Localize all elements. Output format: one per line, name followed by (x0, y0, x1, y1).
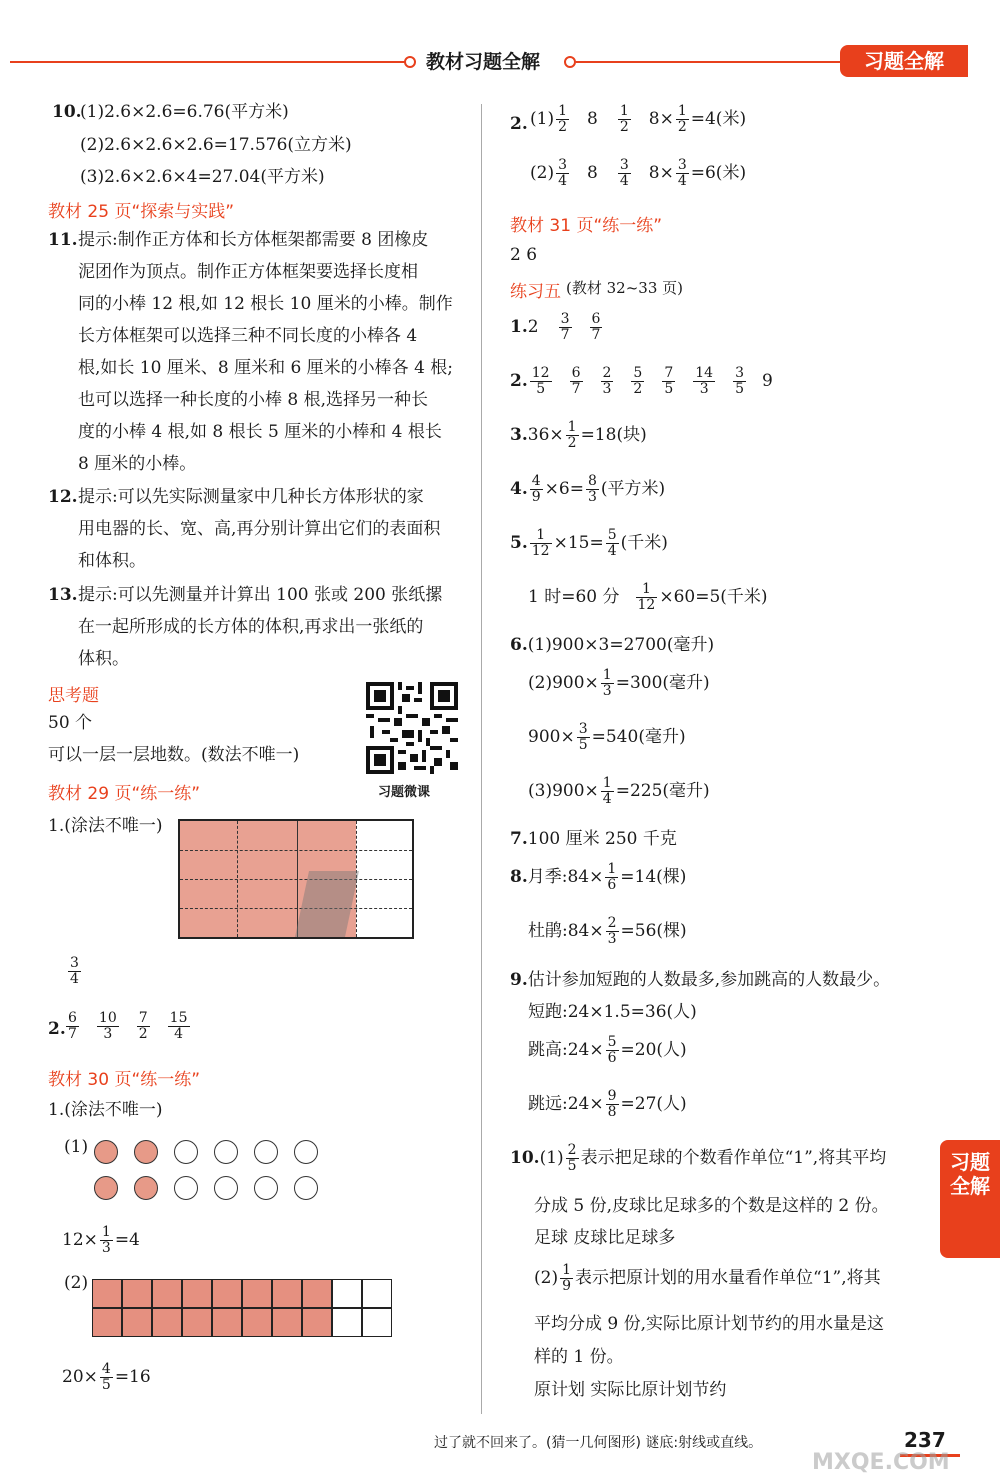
circle (214, 1140, 238, 1164)
expr: 表示把足球的个数看作单位“1”,将其平均 (580, 1148, 887, 1168)
denominator: 4 (174, 1026, 184, 1042)
fraction (601, 776, 614, 807)
grid-cell-shaded (302, 1308, 332, 1337)
numerator: 3 (677, 157, 687, 173)
numerator: 7 (664, 365, 674, 381)
q11-line: 提示:制作正方体和长方体框架都需要 8 团橡皮 (78, 230, 429, 250)
r-q2-number: 2. (510, 114, 528, 134)
qr-label: 习题微课 (378, 785, 431, 800)
ex5-q6-line3 (528, 722, 686, 753)
grid-cell-shaded (212, 1308, 242, 1337)
q13-number: 13. (48, 585, 78, 605)
think-answer-count: 50 个 (48, 713, 93, 733)
question-number: 8. (510, 867, 528, 887)
fraction (606, 528, 619, 559)
fraction (530, 528, 552, 559)
grid-cell-shaded (212, 1279, 242, 1308)
q10-line3: (3)2.6×2.6×4=27.04(平方米) (80, 167, 325, 187)
expr: =56(棵) (620, 921, 687, 941)
q11-number: 11. (48, 230, 78, 250)
grid-hline (180, 850, 412, 851)
question-number: 4. (510, 479, 528, 499)
q12-line: 提示:可以先实际测量家中几种长方体形状的家 (78, 487, 424, 507)
denominator: 7 (560, 327, 570, 343)
grid-cell (332, 1279, 362, 1308)
q13-line: 在一起所形成的长方体的体积,再求出一张纸的 (78, 617, 424, 637)
question-number: 3. (510, 425, 528, 445)
fraction (606, 1035, 619, 1066)
expr: (2)900× (528, 673, 599, 693)
section-heading-exercise5: 练习五 (510, 282, 561, 302)
denominator: 6 (607, 1050, 617, 1066)
circle-shaded (134, 1140, 158, 1164)
ex5-q9-line3 (528, 1035, 687, 1066)
expr: =4(米) (690, 109, 747, 129)
expr: (1)900×3=2700(毫升) (527, 635, 715, 655)
expr: (千米) (620, 533, 668, 553)
fraction (733, 366, 746, 397)
numerator: 14 (695, 365, 714, 381)
question-number: 7. (510, 829, 528, 849)
fraction (662, 366, 675, 397)
expr: ×15= (553, 533, 604, 553)
q12-line: 和体积。 (78, 551, 146, 571)
ex5-q10-line3: 足球 皮球比足球多 (534, 1228, 676, 1248)
q11-line: 长方体框架可以选择三种不同长度的小棒各 4 (78, 326, 418, 346)
grid-cell-shaded (92, 1308, 122, 1337)
q11-line: 8 厘米的小棒。 (78, 454, 197, 474)
fraction (530, 366, 552, 397)
ex5-q10-line1 (510, 1143, 886, 1174)
part-label: (1) (530, 109, 555, 129)
denominator: 12 (531, 543, 550, 559)
ex5-q8-line1 (510, 862, 686, 893)
numerator: 8 (587, 473, 597, 489)
numerator: 1 (677, 103, 687, 119)
denominator: 7 (591, 327, 601, 343)
q10-line1: (1)2.6×2.6=6.76(平方米) (80, 102, 289, 122)
numerator: 3 (578, 721, 588, 737)
grid-cell-shaded (272, 1279, 302, 1308)
section-heading-think: 思考题 (48, 686, 99, 706)
denominator: 3 (602, 683, 612, 699)
expr: 月季:84× (527, 867, 604, 887)
fraction (566, 1143, 579, 1174)
grid-cell-shaded (302, 1279, 332, 1308)
grid-cell-shaded (122, 1308, 152, 1337)
numerator: 6 (571, 365, 581, 381)
header-title: 教材习题全解 (426, 51, 541, 73)
denominator: 5 (735, 381, 745, 397)
numerator: 9 (607, 1088, 617, 1104)
denominator: 9 (531, 489, 541, 505)
part-label: (2) (530, 163, 555, 183)
ex5-q3 (510, 420, 647, 451)
p30-equation1 (62, 1225, 140, 1256)
ex5-q10-line7: 原计划 实际比原计划节约 (534, 1380, 727, 1400)
denominator: 4 (558, 173, 568, 189)
denominator: 8 (607, 1104, 617, 1120)
fraction (556, 104, 569, 135)
qr-code[interactable] (366, 682, 458, 774)
question-number: 5. (510, 533, 528, 553)
grid-hline (180, 908, 412, 909)
q13-line: 提示:可以先测量并计算出 100 张或 200 张纸摞 (78, 585, 443, 605)
q11-line: 泥团作为顶点。制作正方体框架要选择长度相 (78, 262, 418, 282)
numerator: 5 (607, 527, 617, 543)
q11-line: 根,如长 10 厘米、8 厘米和 6 厘米的小棒各 4 根; (78, 358, 454, 378)
side-tab-label: 习题全解 (950, 1150, 990, 1198)
ex5-q5-line2 (528, 582, 768, 613)
denominator: 7 (571, 381, 581, 397)
ex5-q7 (510, 828, 677, 850)
fraction (586, 474, 599, 505)
grid-cell-shaded (152, 1308, 182, 1337)
expr: 跳远:24× (528, 1094, 604, 1114)
numerator: 3 (70, 955, 79, 971)
q11-line: 也可以选择一种长度的小棒 8 根,选择另一种长 (78, 390, 429, 410)
header-dot-left (404, 56, 416, 68)
grid-cell-shaded (242, 1279, 272, 1308)
ex5-q2 (510, 366, 773, 397)
side-tab[interactable] (940, 1140, 1000, 1258)
section-heading-p30: 教材 30 页“练一练” (48, 1070, 201, 1090)
grid-cell-shaded (182, 1308, 212, 1337)
ex5-q6-line4 (528, 776, 710, 807)
expr: 900× (528, 727, 575, 747)
value: 2 (527, 317, 539, 337)
fraction (66, 1011, 79, 1042)
expr: =20(人) (620, 1040, 687, 1060)
circle (294, 1140, 318, 1164)
ex5-q1 (510, 312, 604, 343)
denominator: 4 (677, 173, 687, 189)
qr-code-icon (366, 682, 458, 774)
grid-cell-shaded (272, 1308, 302, 1337)
denominator: 5 (101, 1377, 111, 1393)
grid-cell (362, 1279, 392, 1308)
fraction (590, 312, 603, 343)
expr: (2) (534, 1268, 559, 1288)
grid-cell-shaded (242, 1308, 272, 1337)
expr: 跳高:24× (528, 1040, 604, 1060)
q13-line: 体积。 (78, 649, 129, 669)
grid-hline (180, 879, 412, 880)
expr: 36× (527, 425, 564, 445)
ex5-q10-line2: 分成 5 份,皮球比足球多的个数是这样的 2 份。 (534, 1196, 889, 1216)
numerator: 4 (531, 473, 541, 489)
p29-q1: 1.(涂法不唯一) (48, 816, 163, 836)
expr: (1) (539, 1148, 564, 1168)
question-number: 6. (510, 635, 528, 655)
ex5-q10-line5: 平均分成 9 份,实际比原计划节约的用水量是这 (534, 1314, 885, 1334)
numerator: 3 (558, 157, 568, 173)
denominator: 4 (607, 543, 617, 559)
header-tag (840, 45, 968, 77)
fraction (618, 104, 631, 135)
p29-fraction (66, 956, 83, 987)
grid-cell-shaded (152, 1279, 182, 1308)
column-divider (481, 104, 482, 1414)
expr: =540(毫升) (591, 727, 686, 747)
expr: =14(棵) (620, 867, 687, 887)
grid-cell-shaded (182, 1279, 212, 1308)
question-number: 9. (510, 970, 528, 990)
numerator: 1 (602, 667, 612, 683)
denominator: 5 (536, 381, 546, 397)
q10-number: 10. (52, 102, 82, 122)
grid-cell (332, 1308, 362, 1337)
header-rule-right (576, 61, 846, 63)
denominator: 2 (677, 119, 687, 135)
fraction (560, 1263, 573, 1294)
expr: ×60=5(千米) (659, 587, 768, 607)
expr: 1 时=60 分 (528, 587, 620, 607)
expr: 估计参加短跑的人数最多,参加跳高的人数最少。 (527, 970, 891, 990)
numerator: 6 (591, 311, 601, 327)
circle (254, 1140, 278, 1164)
q10-line2: (2)2.6×2.6×2.6=17.576(立方米) (80, 135, 352, 155)
fraction (100, 1225, 113, 1256)
grid-cell-shaded (92, 1279, 122, 1308)
numerator: 6 (68, 1010, 77, 1026)
ex5-q8-line2 (528, 916, 687, 947)
expr: =6(米) (690, 163, 747, 183)
expr: 8× (648, 109, 674, 129)
section-heading-p29: 教材 29 页“练一练” (48, 784, 201, 804)
numerator: 7 (138, 1010, 148, 1026)
numerator: 5 (607, 1034, 617, 1050)
fraction (577, 722, 590, 753)
denominator: 5 (578, 737, 588, 753)
header-rule-left (10, 61, 410, 63)
denominator: 3 (101, 1240, 111, 1256)
p30-q1: 1.(涂法不唯一) (48, 1100, 163, 1120)
circle (174, 1140, 198, 1164)
value: 8 (587, 163, 598, 183)
expr: 12× (62, 1230, 98, 1250)
numerator: 3 (619, 157, 629, 173)
denominator: 2 (558, 119, 568, 135)
denominator: 3 (587, 489, 597, 505)
expr: ×6= (544, 479, 584, 499)
expr: =16 (114, 1367, 151, 1387)
fraction (631, 366, 644, 397)
expr: 20× (62, 1367, 98, 1387)
q12-line: 用电器的长、宽、高,再分别计算出它们的表面积 (78, 519, 441, 539)
p29-q2-number: 2. (48, 1019, 66, 1039)
denominator: 3 (602, 381, 612, 397)
fraction (618, 158, 631, 189)
question-number: 1. (510, 317, 528, 337)
denominator: 2 (619, 119, 629, 135)
numerator: 5 (633, 365, 643, 381)
ex5-q6-line1 (510, 634, 714, 656)
r-q2-row2 (530, 158, 746, 189)
expr: 100 厘米 250 千克 (527, 829, 677, 849)
numerator: 15 (169, 1010, 188, 1026)
denominator: 2 (633, 381, 643, 397)
ex5-q10-line4 (534, 1263, 881, 1294)
circle (294, 1176, 318, 1200)
expr: =27(人) (620, 1094, 687, 1114)
numerator: 12 (531, 365, 550, 381)
numerator: 3 (560, 311, 570, 327)
numerator: 3 (735, 365, 745, 381)
fraction (676, 104, 689, 135)
fraction (137, 1011, 150, 1042)
value: 9 (762, 371, 773, 391)
circle-shaded (94, 1176, 118, 1200)
fraction (97, 1011, 119, 1042)
denominator: 5 (567, 1158, 577, 1174)
denominator: 5 (664, 381, 674, 397)
numerator: 1 (567, 419, 577, 435)
expr: =4 (114, 1230, 140, 1250)
expr: (平方米) (600, 479, 666, 499)
footer-riddle: 过了就不回来了。(猜一几何图形) 谜底:射线或直线。 (434, 1435, 763, 1451)
expr: =225(毫升) (615, 781, 710, 801)
denominator: 4 (619, 173, 629, 189)
denominator: 3 (103, 1026, 113, 1042)
denominator: 2 (567, 435, 577, 451)
q11-line: 同的小棒 12 根,如 12 根长 10 厘米的小棒。制作 (78, 294, 453, 314)
shaded-rectangle-grid (178, 819, 414, 939)
fraction (100, 1362, 113, 1393)
numerator: 2 (567, 1142, 577, 1158)
expr: 杜鹃:84× (528, 921, 604, 941)
denominator: 9 (562, 1278, 572, 1294)
denominator: 3 (699, 381, 709, 397)
numerator: 1 (530, 528, 552, 544)
fraction (606, 916, 619, 947)
page-number: 237 (904, 1428, 946, 1452)
numerator: 1 (636, 582, 658, 598)
fraction (530, 474, 543, 505)
header-tag-label: 习题全解 (864, 49, 944, 73)
ex5-q9-line1 (510, 969, 890, 991)
fraction (556, 158, 569, 189)
fraction (606, 1089, 619, 1120)
fraction (168, 1011, 190, 1042)
p30-equation2 (62, 1362, 151, 1393)
numerator: 1 (607, 861, 617, 877)
expr: =18(块) (580, 425, 647, 445)
circle (254, 1176, 278, 1200)
ex5-q6-line2 (528, 668, 710, 699)
p30-part2-label: (2) (64, 1273, 89, 1293)
ex5-q10-line6: 样的 1 份。 (534, 1347, 624, 1367)
r-q2-row1 (530, 104, 746, 135)
think-answer-method: 可以一层一层地数。(数法不唯一) (48, 745, 300, 765)
expr: 表示把原计划的用水量看作单位“1”,将其 (575, 1268, 881, 1288)
ex5-q9-line4 (528, 1089, 687, 1120)
denominator: 2 (138, 1026, 148, 1042)
numerator: 4 (101, 1361, 111, 1377)
circle-shaded (134, 1176, 158, 1200)
p31-answer: 2 6 (510, 245, 538, 265)
q11-line: 度的小棒 4 根,如 8 根长 5 厘米的小棒和 4 根长 (78, 422, 442, 442)
fraction (570, 366, 583, 397)
denominator: 4 (602, 791, 612, 807)
denominator: 3 (607, 931, 617, 947)
fraction (693, 366, 715, 397)
grid-cell (362, 1308, 392, 1337)
numerator: 10 (98, 1010, 117, 1026)
q12-number: 12. (48, 487, 78, 507)
watermark: MXQE.COM (812, 1450, 950, 1475)
expr: (3)900× (528, 781, 599, 801)
circle-shaded (94, 1140, 118, 1164)
fraction (559, 312, 572, 343)
exercise5-pages: (教材 32~33 页) (566, 279, 683, 297)
circle (174, 1176, 198, 1200)
denominator: 4 (70, 971, 79, 987)
ex5-q5 (510, 528, 668, 559)
question-number: 2. (510, 371, 528, 391)
denominator: 12 (637, 597, 656, 613)
grid-cell-shaded (122, 1279, 152, 1308)
fraction (601, 366, 614, 397)
expr: 8× (648, 163, 674, 183)
ex5-q4 (510, 474, 665, 505)
numerator: 1 (101, 1224, 111, 1240)
fraction (601, 668, 614, 699)
numerator: 1 (562, 1262, 572, 1278)
denominator: 6 (607, 877, 617, 893)
fraction (605, 862, 618, 893)
numerator: 1 (558, 103, 568, 119)
question-number: 10. (510, 1148, 540, 1168)
fraction (566, 420, 579, 451)
fraction (676, 158, 689, 189)
numerator: 2 (607, 915, 617, 931)
numerator: 2 (602, 365, 612, 381)
circle (214, 1176, 238, 1200)
section-heading-p31: 教材 31 页“练一练” (510, 216, 663, 236)
expr: =300(毫升) (615, 673, 710, 693)
square-grid (92, 1279, 392, 1337)
numerator: 1 (602, 775, 612, 791)
fraction (636, 582, 658, 613)
denominator: 7 (68, 1026, 77, 1042)
p30-part1-label: (1) (64, 1137, 89, 1157)
header-dot-right (564, 56, 576, 68)
numerator: 1 (619, 103, 629, 119)
fraction (68, 956, 81, 987)
value: 8 (587, 109, 598, 129)
section-heading-p25: 教材 25 页“探索与实践” (48, 202, 235, 222)
ex5-q9-line2: 短跑:24×1.5=36(人) (528, 1002, 697, 1022)
p29-q2-fractions (64, 1011, 192, 1042)
